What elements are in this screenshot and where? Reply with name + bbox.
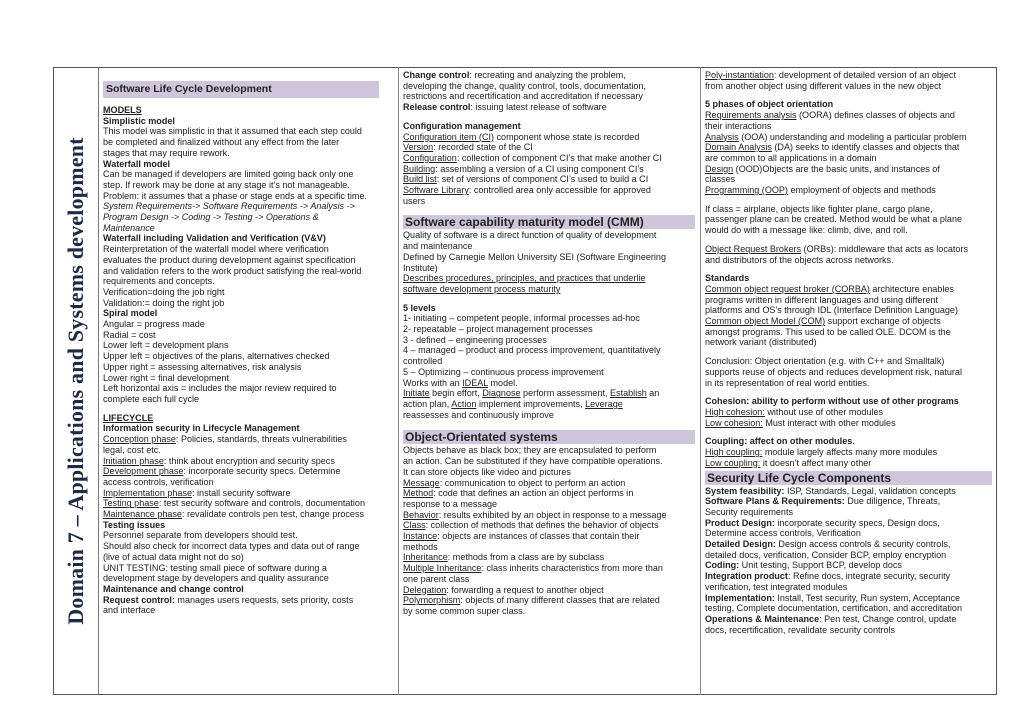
text: manages users requests, sets priority, costs — [174, 594, 354, 605]
section-header-slcd: Software Life Cycle Development — [103, 81, 379, 98]
build-list-line — [403, 174, 695, 185]
text: : Policies, standards, threats vulnerabilities — [175, 434, 347, 445]
term: Instance — [403, 531, 438, 542]
text-line: users — [403, 195, 426, 206]
low-coupling-line — [705, 458, 992, 469]
configuration-line — [403, 153, 695, 164]
text: (OORA) defines classes of objects and — [796, 110, 955, 121]
term: Poly-instantiation — [705, 70, 774, 80]
text: without use of other modules — [764, 406, 884, 417]
text-line: evaluates the product during development against specification — [103, 254, 356, 265]
text-line: requirements and concepts. — [103, 276, 215, 287]
method-line — [403, 488, 695, 499]
term: Low coupling: — [705, 457, 761, 468]
ooa-line — [705, 132, 992, 143]
text-line: Angular = progress made — [103, 319, 205, 330]
text-line: step. If rework may be done at any stage it’s not manageable. — [103, 179, 350, 190]
phases-title: 5 phases of object orientation — [705, 99, 834, 110]
text-line: Problem: it assumes that a phase or stage ends at a specific time. — [103, 190, 367, 201]
building-line — [403, 164, 695, 175]
com-line — [705, 316, 992, 327]
text-line: 1- initiating – competent people, informal processes ad-hoc — [403, 313, 640, 324]
text-line: Institute) — [403, 262, 438, 273]
text: (DA) seeks to identify classes and objects that — [771, 142, 960, 153]
corba-line — [705, 284, 992, 295]
text-line: Defined by Carnegie Mellon University SEI (Software Engineering — [403, 251, 666, 262]
text: perform assessment, — [520, 388, 611, 399]
term: Analysis — [705, 131, 739, 142]
poly-instantiation-line — [705, 70, 992, 81]
term: IDEAL — [462, 377, 488, 388]
testing-issues-title: Testing issues — [103, 519, 166, 530]
development-line — [103, 466, 394, 477]
text-line: platforms and OS’s through IDL (Interface Definition Language) — [705, 305, 958, 316]
term: Change control — [403, 70, 470, 80]
text: begin effort, — [429, 388, 483, 399]
text-line: Verification=doing the job right — [103, 286, 225, 297]
text-line: Lower left = development plans — [103, 340, 229, 351]
maintenance-change-title: Maintenance and change control — [103, 583, 244, 594]
high-cohesion-line — [705, 407, 992, 418]
term: Implementation: — [705, 592, 775, 603]
text-line: Validation:= doing the right job — [103, 297, 225, 308]
term: Coding: — [705, 560, 740, 571]
text: : test security software and controls, documentation — [158, 498, 365, 509]
term: Multiple Inheritance — [403, 563, 482, 574]
ideal-line — [403, 378, 695, 389]
initiation-line — [103, 456, 394, 467]
term: Initiate — [403, 388, 430, 399]
term: Testing phase — [103, 498, 159, 509]
column-oo-security — [700, 67, 997, 695]
text-line: 4 – managed – product and process improvement, quantitatively — [403, 345, 661, 356]
delegation-line — [403, 585, 695, 596]
term: Maintenance phase — [103, 509, 182, 520]
text: : think about encryption and security specs — [163, 455, 335, 466]
orb-line — [705, 244, 992, 255]
design-line — [705, 164, 992, 175]
text: : collection of component CI’s that make another CI — [456, 152, 662, 163]
text: Design access controls & security controls, — [775, 539, 951, 550]
text-line: methods — [403, 541, 438, 552]
text-line: 3 - defined – engineering processes — [403, 334, 547, 345]
text: : communication to object to perform an action — [439, 477, 626, 488]
term: Common object Model (COM) — [705, 316, 826, 327]
text-line: in its representation of real world entities. — [705, 377, 870, 388]
section-header-security-life-cycle: Security Life Cycle Components — [705, 471, 992, 485]
domain-title: Domain 7 – Applications and Systems development — [62, 137, 88, 625]
text: Works with an — [403, 377, 463, 388]
text-line: are common to all applications in a domain — [705, 152, 877, 163]
term: Configuration — [403, 152, 457, 163]
text-line: and distributors of the objects across networks. — [705, 254, 894, 265]
term: Action — [451, 398, 477, 409]
term: Domain Analysis — [705, 142, 772, 153]
text: module largely affects many more modules — [762, 447, 938, 458]
text-line: It can store objects like video and pictures — [403, 466, 571, 477]
term: Software Library — [403, 185, 469, 196]
text-line: UNIT TESTING: testing small piece of software during a — [103, 562, 327, 573]
text-line: Objects behave as black box; they are encapsulated to perform — [403, 445, 657, 456]
text: : development of detailed version of an object — [773, 70, 956, 80]
text: : class inherits characteristics from more than — [481, 563, 663, 574]
implementation-line — [103, 488, 394, 499]
term: Version — [403, 142, 434, 153]
text: : issuing latest release of software — [470, 102, 607, 113]
text-line: Left horizontal axis = includes the major review required to — [103, 383, 337, 394]
term: Low cohesion: — [705, 417, 763, 428]
text: : recreating and analyzing the problem, — [469, 70, 626, 80]
text: (ORBs): middleware that acts as locators — [801, 243, 968, 254]
text: : methods from a class are by subclass — [447, 552, 605, 563]
term: Diagnose — [482, 388, 521, 399]
software-library-line — [403, 185, 695, 196]
term: Configuration item (CI) — [403, 131, 495, 142]
text: : forwarding a request to another object — [446, 584, 604, 595]
text-line: Describes procedures, principles, and practices that underlie — [403, 273, 646, 284]
term: Polymorphism — [403, 595, 461, 606]
text-line: Lower right = final development — [103, 372, 229, 383]
plans-line — [705, 496, 992, 507]
action-line — [403, 399, 695, 410]
term: Operations & Maintenance — [705, 613, 820, 624]
oop-line — [705, 185, 992, 196]
text-line: one parent class — [403, 573, 470, 584]
version-line — [403, 142, 695, 153]
text-line: System Requirements-> Software Requirements -> Analysis -> — [103, 201, 355, 212]
text: . — [852, 436, 855, 447]
models-label: MODELS — [103, 105, 142, 115]
text-line: restrictions and recertification and accreditation if necessary — [403, 91, 643, 102]
term: Object Request Brokers — [705, 243, 802, 254]
text: : set of versions of component CI’s used to build a CI — [436, 174, 649, 185]
text: component whose state is recorded — [494, 131, 640, 142]
lifecycle-label: LIFECYCLE — [103, 412, 154, 423]
operations-line — [705, 614, 992, 625]
text-line: (live of actual data might not do so) — [103, 551, 244, 562]
change-control-line — [403, 70, 695, 81]
text-line: be completed and finalized without any effect from the later — [103, 137, 340, 148]
text-line: from another object using different values in the new object — [705, 80, 942, 91]
text: Due diligence, Threats, — [844, 496, 941, 507]
text-line: network variant (distributed) — [705, 337, 817, 348]
text-line: Can be managed if developers are limited going back only one — [103, 169, 354, 180]
spiral-title: Spiral model — [103, 308, 158, 319]
text: support exchange of objects — [825, 316, 941, 327]
oora-line — [705, 110, 992, 121]
text: : assembling a version of a CI using component CI’s — [435, 163, 644, 174]
text-line: Program Design -> Coding -> Testing -> Operations & — [103, 212, 319, 223]
text: Install, Test security, Run system, Acceptance — [774, 592, 961, 603]
text-line: amongst programs. This used to be called OLE. DCOM is the — [705, 326, 951, 337]
text: ISP, Standards, Legal, validation concepts — [784, 485, 956, 496]
text: : objects are instances of classes that contain their — [437, 531, 640, 542]
text-line: Radial = cost — [103, 329, 156, 340]
conception-line — [103, 434, 394, 445]
term: Release control — [403, 102, 471, 113]
column-change-cmm-oo — [398, 67, 700, 695]
text-line: Maintenance — [103, 222, 155, 233]
waterfall-title: Waterfall model — [103, 158, 171, 169]
polymorphism-line — [403, 595, 695, 606]
text-line: development stage by developers and quality assurance — [103, 573, 329, 584]
release-control-line — [403, 102, 695, 113]
feasibility-line — [705, 486, 992, 497]
low-cohesion-line — [705, 418, 992, 429]
text-line: software development process maturity — [403, 283, 561, 294]
text-line: Upper right = assessing alternatives, risk analysis — [103, 361, 302, 372]
product-design-line — [705, 518, 992, 529]
text: : objects of many different classes that are related — [460, 595, 660, 606]
text-line: This model was simplistic in that it assumed that each step could — [103, 126, 362, 137]
term: Class — [403, 520, 426, 531]
term: Behavior — [403, 509, 439, 520]
text-line: docs, recertification, revalidate security controls — [705, 624, 896, 635]
term: Inheritance — [403, 552, 448, 563]
column-software-life-cycle — [99, 67, 398, 695]
text-line: controlled — [403, 356, 443, 367]
text-line: stages that may require rework. — [103, 147, 230, 158]
text-line: detailed docs, verification, Consider BCP, employ encryption — [705, 549, 947, 560]
term: System feasibility: — [705, 485, 785, 496]
text-line: Security requirements — [705, 506, 793, 517]
text-line: and validation refers to the work product satisfying the real-world — [103, 265, 362, 276]
text-line: Should also check for incorrect data types and data out of range — [103, 541, 360, 552]
term: Integration product — [705, 571, 788, 582]
vv-title: Waterfall including Validation and Verification (V&V) — [103, 233, 326, 244]
text: action plan, — [403, 398, 452, 409]
inheritance-line — [403, 552, 695, 563]
text-line: 5 – Optimizing – continuous process improvement — [403, 366, 604, 377]
text: : controlled area only accessible for approved — [468, 185, 651, 196]
text-line: legal, cost etc. — [103, 444, 161, 455]
text-line: 2- repeatable – project management processes — [403, 324, 593, 335]
text: : collection of methods that defines the behavior of objects — [425, 520, 659, 531]
text-line: programs written in different languages and using different — [705, 294, 939, 305]
behavior-line — [403, 510, 695, 521]
term: Development phase — [103, 466, 184, 477]
high-coupling-line — [705, 447, 992, 458]
text-line: reassesses and continuously improve — [403, 409, 554, 420]
text-line: classes — [705, 174, 736, 185]
standards-title: Standards — [705, 273, 750, 284]
term: Build list — [403, 174, 437, 185]
config-mgmt-title: Configuration management — [403, 120, 521, 131]
section-header-oo: Object-Orientated systems — [403, 430, 695, 444]
text-line: passenger plane can be created. Method would be what a plane — [705, 214, 963, 225]
term: Building — [403, 163, 436, 174]
cohesion-title: Cohesion: ability to perform without use of other programs — [705, 396, 959, 407]
text-line: by some common super class. — [403, 605, 526, 616]
term: High cohesion: — [705, 406, 765, 417]
text-line: Reinterpretation of the waterfall model where verification — [103, 244, 329, 255]
class-line — [403, 520, 695, 531]
text-line: and maintenance — [403, 241, 473, 252]
term: Initiation phase — [103, 455, 164, 466]
text-line: access controls, verification — [103, 476, 214, 487]
text: model. — [487, 377, 518, 388]
term: Detailed Design: — [705, 539, 776, 550]
text: : incorporate security specs. Determine — [183, 466, 341, 477]
text: : install security software — [192, 487, 291, 498]
term: Implementation phase — [103, 487, 193, 498]
term: Message — [403, 477, 440, 488]
term: Programming (OOP) — [705, 185, 788, 196]
ci-line — [403, 132, 695, 143]
maintenance-line — [103, 509, 394, 520]
domain-analysis-line — [705, 142, 992, 153]
text-line: would do with a message like: climb, dive, and roll. — [705, 225, 908, 236]
term: Product Design: — [705, 517, 775, 528]
lifecycle-title: Information security in Lifecycle Management — [103, 423, 300, 434]
simplistic-title: Simplistic model — [103, 115, 175, 126]
text: incorporate security specs, Design docs, — [774, 517, 940, 528]
detailed-design-line — [705, 539, 992, 550]
text: : recorded state of the CI — [433, 142, 533, 153]
sidebar — [53, 67, 99, 695]
text: (OOD)Objects are the basic units, and instances of — [733, 163, 940, 174]
term: Method — [403, 488, 434, 499]
request-control-line — [103, 595, 394, 606]
implementation-line — [705, 593, 992, 604]
term: Establish — [610, 388, 647, 399]
text: Must interact with other modules — [762, 417, 896, 428]
text-line: Upper left = objectives of the plans, alternatives checked — [103, 351, 330, 362]
message-line — [403, 478, 695, 489]
multiple-inheritance-line — [403, 563, 695, 574]
text: : results exhibited by an object in response to a message — [438, 509, 667, 520]
text: an — [646, 388, 660, 399]
text-line: response to a message — [403, 498, 498, 509]
text-line: testing, Complete documentation, certification, and accreditation — [705, 603, 962, 614]
text-line: Personnel separate from developers should test. — [103, 530, 298, 541]
text-line: supports reuse of objects and reduces development risk, natural — [705, 366, 962, 377]
testing-line — [103, 498, 394, 509]
section-header-cmm: Software capability maturity model (CMM) — [403, 215, 695, 229]
text: Unit testing, Support BCP, develop docs — [739, 560, 902, 571]
term: High coupling: — [705, 447, 763, 458]
text-line: Quality of software is a direct function of quality of development — [403, 230, 657, 241]
term: Request control: — [103, 594, 175, 605]
text-line: verification, test integrated modules — [705, 581, 848, 592]
text-line: Conclusion: Object orientation (e.g. with C++ and Smalltalk) — [705, 356, 945, 367]
term: Conception phase — [103, 434, 176, 445]
term: Design — [705, 163, 734, 174]
text-line: Determine access controls, Verification — [705, 528, 861, 539]
text: (OOA) understanding and modeling a particular problem — [738, 131, 967, 142]
text: : Pen test, Change control, update — [819, 613, 957, 624]
text-line: their interactions — [705, 120, 772, 131]
instance-line — [403, 531, 695, 542]
coupling-line — [705, 436, 992, 447]
text-line: and interface — [103, 605, 156, 616]
term: Common object request broker (CORBA) — [705, 283, 870, 294]
text: architecture enables — [869, 283, 954, 294]
text-line: If class = airplane, objects like fighter plane, cargo plane, — [705, 203, 933, 214]
text-line: an action. Can be substituted if they have compatible operations. — [403, 456, 663, 467]
text-line: developing the change, quality control, tools, documentation, — [403, 80, 646, 91]
text: it doesn’t affect many other — [760, 457, 872, 468]
term: Requirements analysis — [705, 110, 797, 121]
integration-line — [705, 571, 992, 582]
initiate-line — [403, 388, 695, 399]
text: : code that defines an action an object performs in — [433, 488, 634, 499]
text-line: complete each full cycle — [103, 393, 200, 404]
term: Software Plans & Requirements: — [705, 496, 845, 507]
text: : Refine docs, integrate security, security — [787, 571, 951, 582]
term: Delegation — [403, 584, 447, 595]
text: implement improvements, — [476, 398, 586, 409]
text: : revalidate controls pen test, change process — [181, 509, 365, 520]
text: employment of objects and methods — [787, 185, 936, 196]
coding-line — [705, 560, 992, 571]
levels-title: 5 levels — [403, 302, 436, 313]
term: Leverage — [585, 398, 623, 409]
term: Coupling: affect on other modules — [705, 436, 853, 447]
